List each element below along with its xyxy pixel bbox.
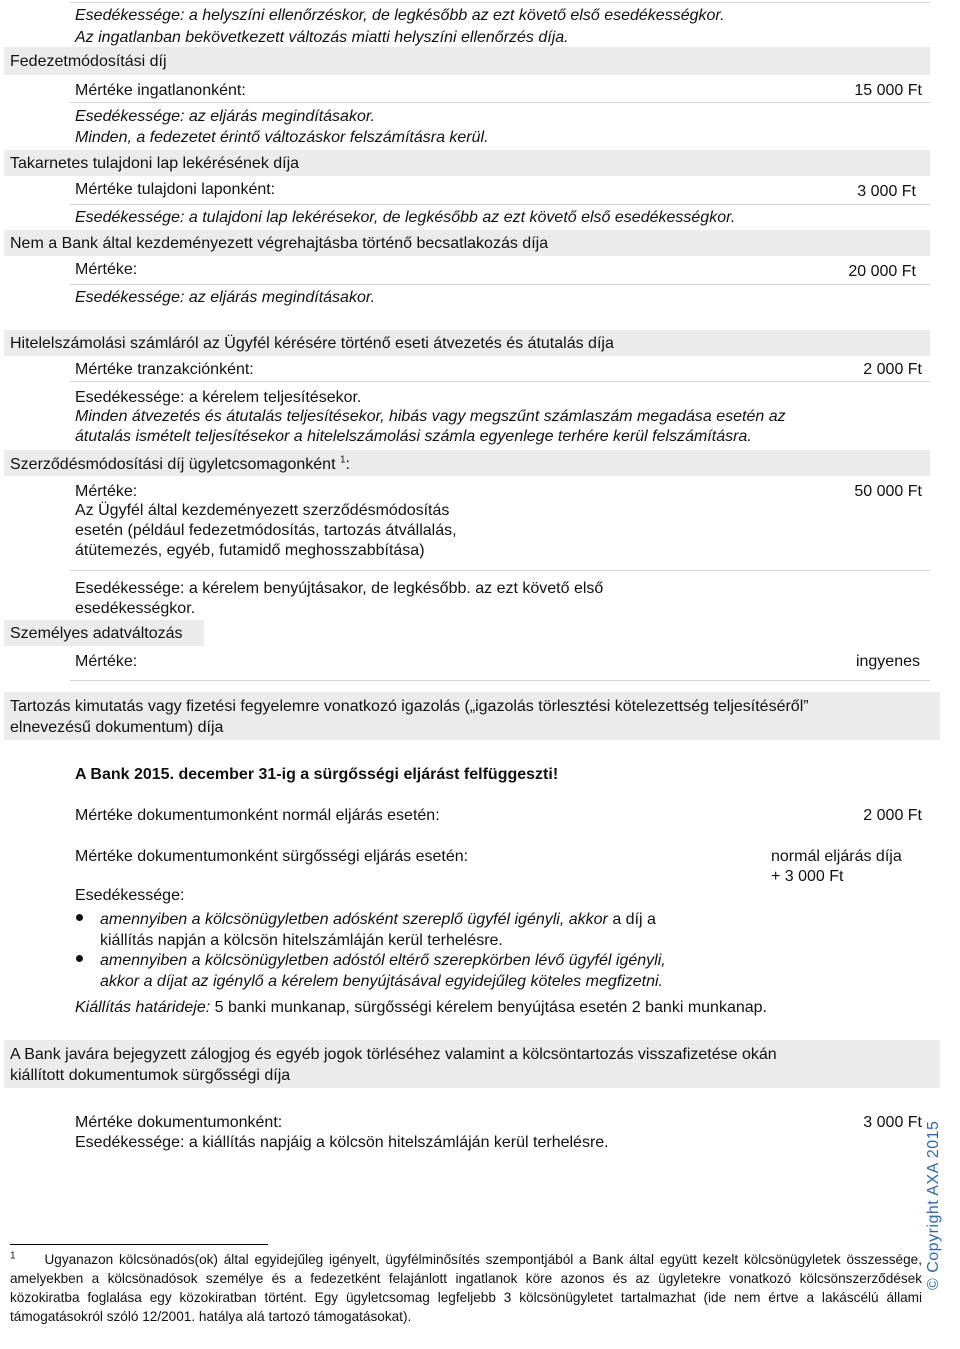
szerzodes-rate-label: Mértéke:: [75, 483, 138, 500]
zalogjog-title-line2: kiállított dokumentumok sürgősségi díja: [10, 1067, 291, 1084]
bullet1-line1: [100, 910, 656, 929]
szemelyes-rate-label: Mértéke:: [75, 653, 138, 670]
becsatlakozas-amount: 20 000 Ft: [848, 263, 916, 280]
fedezet-due: Esedékessége: az eljárás megindításakor.: [75, 108, 376, 125]
normal-rate-label: Mértéke dokumentumonként normál eljárás esetén:: [75, 807, 440, 824]
footnote: [10, 1250, 922, 1326]
bullet-dot: [76, 955, 83, 962]
szemelyes-title: Személyes adatváltozás: [10, 625, 183, 642]
section-a-due-line1: Esedékessége: a helyszíni ellenőrzéskor, de legkésőbb az ezt követő első esedékességkor.: [75, 7, 725, 24]
normal-rate-amount: 2 000 Ft: [863, 807, 922, 824]
bullet2-line2: akkor a díjat az igénylő a kérelem benyújtásával egyidejűleg köteles megfizetni.: [100, 973, 663, 990]
divider: [70, 284, 930, 285]
bullet2-line1: amennyiben a kölcsönügyletben adóstól eltérő szerepkörben lévő ügyfél igényli,: [100, 952, 666, 969]
szerzodes-desc-line1: Az Ügyfél által kezdeményezett szerződésmódosítás: [75, 502, 450, 519]
zalogjog-title-line1: A Bank javára bejegyzett zálogjog és egyéb jogok törléséhez valamint a kölcsöntartozás visszafizetése okán: [10, 1046, 777, 1063]
tartozas-due-label: Esedékessége:: [75, 887, 185, 904]
szerzodes-desc-line2: esetén (például fedezetmódosítás, tartozás átvállalás,: [75, 522, 457, 539]
tartozas-title-line1: Tartozás kimutatás vagy fizetési fegyelemre vonatkozó igazolás („igazolás törlesztési kötelezettség teljesítéséről”: [10, 698, 809, 715]
takarnetes-rate-label: Mértéke tulajdoni laponként:: [75, 181, 276, 198]
atvezetes-title: Hitelelszámolási számláról az Ügyfél kérésére történő eseti átvezetés és átutalás díja: [10, 335, 614, 352]
atvezetes-amount: 2 000 Ft: [863, 361, 922, 378]
bullet1-line1-italic: amennyiben a kölcsönügyletben adósként szereplő ügyfél igényli, akkor: [100, 911, 608, 928]
fedezet-note: Minden, a fedezetet érintő változáskor felszámításra kerül.: [75, 129, 489, 146]
deadline-line: [75, 998, 767, 1017]
divider: [70, 570, 930, 571]
footnote-separator: [10, 1244, 268, 1245]
bullet-dot: [76, 914, 83, 921]
urgent-rate-amount-line2: + 3 000 Ft: [771, 868, 844, 885]
divider: [70, 381, 930, 382]
divider: [70, 102, 930, 103]
divider: [70, 680, 930, 681]
copyright-watermark: © Copyright AXA 2015: [925, 1120, 942, 1290]
szerzodes-desc-line3: átütemezés, egyéb, futamidő meghosszabbítása): [75, 542, 425, 559]
footnote-text: Ugyanazon kölcsönadós(ok) által egyidejűleg igényelt, ügyfélminősítés szempontjából a Bank által együtt kezelt kölcsönügyletek összessége, amelyekben a kölcsönadósok személye és a fedezetként felajánlott ingatlanok köre azonos és az ügyletekre vonatkozó kölcsönszerződések közokiratba foglalása egy közokiratban történt. Egy ügyletcsomag legfeljebb 3 kölcsönügyletet tartalmazhat (ide nem értve a lakáscélú állami támogatásokról szóló 12/2001. hatálya alá tartozó támogatásokat).: [10, 1252, 922, 1324]
szerzodes-due-line2: esedékességkor.: [75, 600, 196, 617]
urgent-rate-amount-line1: normál eljárás díja: [771, 848, 902, 865]
zalogjog-amount: 3 000 Ft: [863, 1114, 922, 1131]
footnote-number: 1: [10, 1250, 16, 1262]
fedezet-amount: 15 000 Ft: [854, 82, 922, 99]
takarnetes-amount: 3 000 Ft: [857, 183, 916, 200]
takarnetes-title: Takarnetes tulajdoni lap lekérésének díja: [10, 155, 300, 172]
szerzodes-title: [10, 455, 350, 474]
divider: [70, 2, 930, 3]
szerzodes-title-suffix: :: [345, 456, 350, 473]
deadline-text: 5 banki munkanap, sürgősségi kérelem benyújtása esetén 2 banki munkanap.: [210, 999, 767, 1016]
bullet1-line2: kiállítás napján a kölcsön hitelszámláján kerül terhelésre.: [100, 932, 503, 949]
atvezetes-due: [75, 388, 361, 407]
takarnetes-due: Esedékessége: a tulajdoni lap lekérésekor, de legkésőbb az ezt követő első esedékességkor.: [75, 209, 736, 226]
fedezet-title: Fedezetmódosítási díj: [10, 53, 167, 70]
szemelyes-amount: ingyenes: [855, 653, 920, 670]
becsatlakozas-due: Esedékessége: az eljárás megindításakor.: [75, 289, 376, 306]
deadline-label: Kiállítás határideje:: [75, 999, 211, 1016]
szerzodes-amount: 50 000 Ft: [854, 483, 922, 500]
atvezetes-note-line1: Minden átvezetés és átutalás teljesítésekor, hibás vagy megszűnt számlaszám megadása esetén az: [75, 408, 786, 425]
tartozas-title-line2: elnevezésű dokumentum) díja: [10, 719, 224, 736]
szerzodes-due-line1: Esedékessége: a kérelem benyújtásakor, de legkésőbb. az ezt követő első: [75, 580, 604, 597]
atvezetes-due-text: Esedékessége: a kérelem teljesítésekor.: [75, 389, 362, 406]
atvezetes-rate-label: Mértéke tranzakciónként:: [75, 361, 254, 378]
suspension-notice: A Bank 2015. december 31-ig a sürgősségi eljárást felfüggeszti!: [75, 766, 559, 783]
zalogjog-due: Esedékessége: a kiállítás napjáig a kölcsön hitelszámláján kerül terhelésre.: [75, 1134, 609, 1151]
fedezet-rate-label: Mértéke ingatlanonként:: [75, 82, 246, 99]
becsatlakozas-rate-label: Mértéke:: [75, 261, 138, 278]
atvezetes-note-line2: átutalás ismételt teljesítésekor a hitelelszámolási számla egyenlege terhére kerül felszámításra.: [75, 428, 752, 445]
bullet1-line1-rest: a díj a: [607, 911, 656, 928]
zalogjog-rate-label: Mértéke dokumentumonként:: [75, 1114, 283, 1131]
becsatlakozas-title: Nem a Bank által kezdeményezett végrehajtásba történő becsatlakozás díja: [10, 235, 549, 252]
section-a-due-line2: Az ingatlanban bekövetkezett változás miatti helyszíni ellenőrzés díja.: [75, 29, 569, 46]
urgent-rate-label: Mértéke dokumentumonként sürgősségi eljárás esetén:: [75, 848, 469, 865]
divider: [70, 204, 930, 205]
szerzodes-title-text: Szerződésmódosítási díj ügyletcsomagonként: [10, 456, 336, 473]
footnote-ref: 1: [339, 454, 346, 466]
